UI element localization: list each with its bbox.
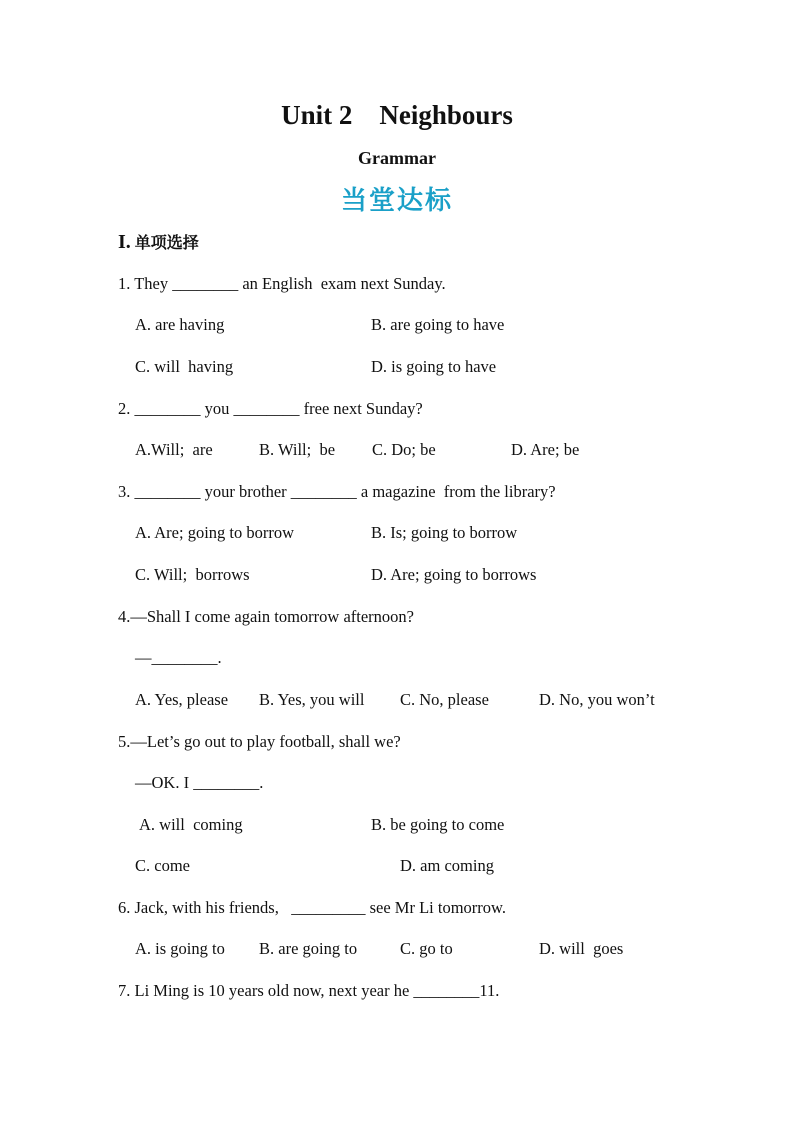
section-heading [118,230,199,254]
question-4-option-d: D. No, you won’t [539,690,655,709]
question-4-option-b: B. Yes, you will [259,690,365,709]
question-3-stem: 3. ________ your brother ________ a magazine from the library? [118,482,556,501]
question-1-option-d: D. is going to have [371,357,497,376]
question-5-option-d: D. am coming [400,856,494,875]
question-4-answer-line: —________. [135,648,222,667]
page-subtitle: Grammar [358,148,436,168]
question-5-stem: 5.—Let’s go out to play football, shall we? [118,732,401,751]
question-6-option-b: B. are going to [259,939,358,958]
question-2-option-d: D. Are; be [511,440,580,459]
question-7-stem: 7. Li Ming is 10 years old now, next year he ________11. [118,981,500,1000]
question-5-option-a: A. will coming [139,815,243,834]
section-label: 单项选择 [134,235,199,252]
question-5-answer-line: —OK. I ________. [135,773,264,792]
question-4-option-a: A. Yes, please [135,690,229,709]
question-6-option-d: D. will goes [539,939,624,958]
question-2-option-c: C. Do; be [372,440,436,459]
section-banner: 当堂达标 [340,186,453,216]
section-roman-numeral: I. [118,231,131,253]
question-1-option-c: C. will having [135,357,234,376]
question-3-option-b: B. Is; going to borrow [371,523,518,542]
page-title: Unit 2 Neighbours [281,100,513,130]
question-1-option-a: A. are having [135,315,225,334]
question-2-option-a: A.Will; are [135,440,213,459]
question-3-option-c: C. Will; borrows [135,565,250,584]
question-1-option-b: B. are going to have [371,315,505,334]
question-3-option-d: D. Are; going to borrows [371,565,537,584]
question-5-option-b: B. be going to come [371,815,505,834]
question-6-option-a: A. is going to [135,939,225,958]
question-1-stem: 1. They ________ an English exam next Sunday. [118,274,446,293]
question-3-option-a: A. Are; going to borrow [135,523,295,542]
question-6-option-c: C. go to [400,939,453,958]
question-2-stem: 2. ________ you ________ free next Sunday? [118,399,423,418]
question-5-option-c: C. come [135,856,190,875]
question-6-stem: 6. Jack, with his friends, _________ see Mr Li tomorrow. [118,898,506,917]
question-4-stem: 4.—Shall I come again tomorrow afternoon? [118,607,414,626]
question-2-option-b: B. Will; be [259,440,336,459]
question-4-option-c: C. No, please [400,690,489,709]
